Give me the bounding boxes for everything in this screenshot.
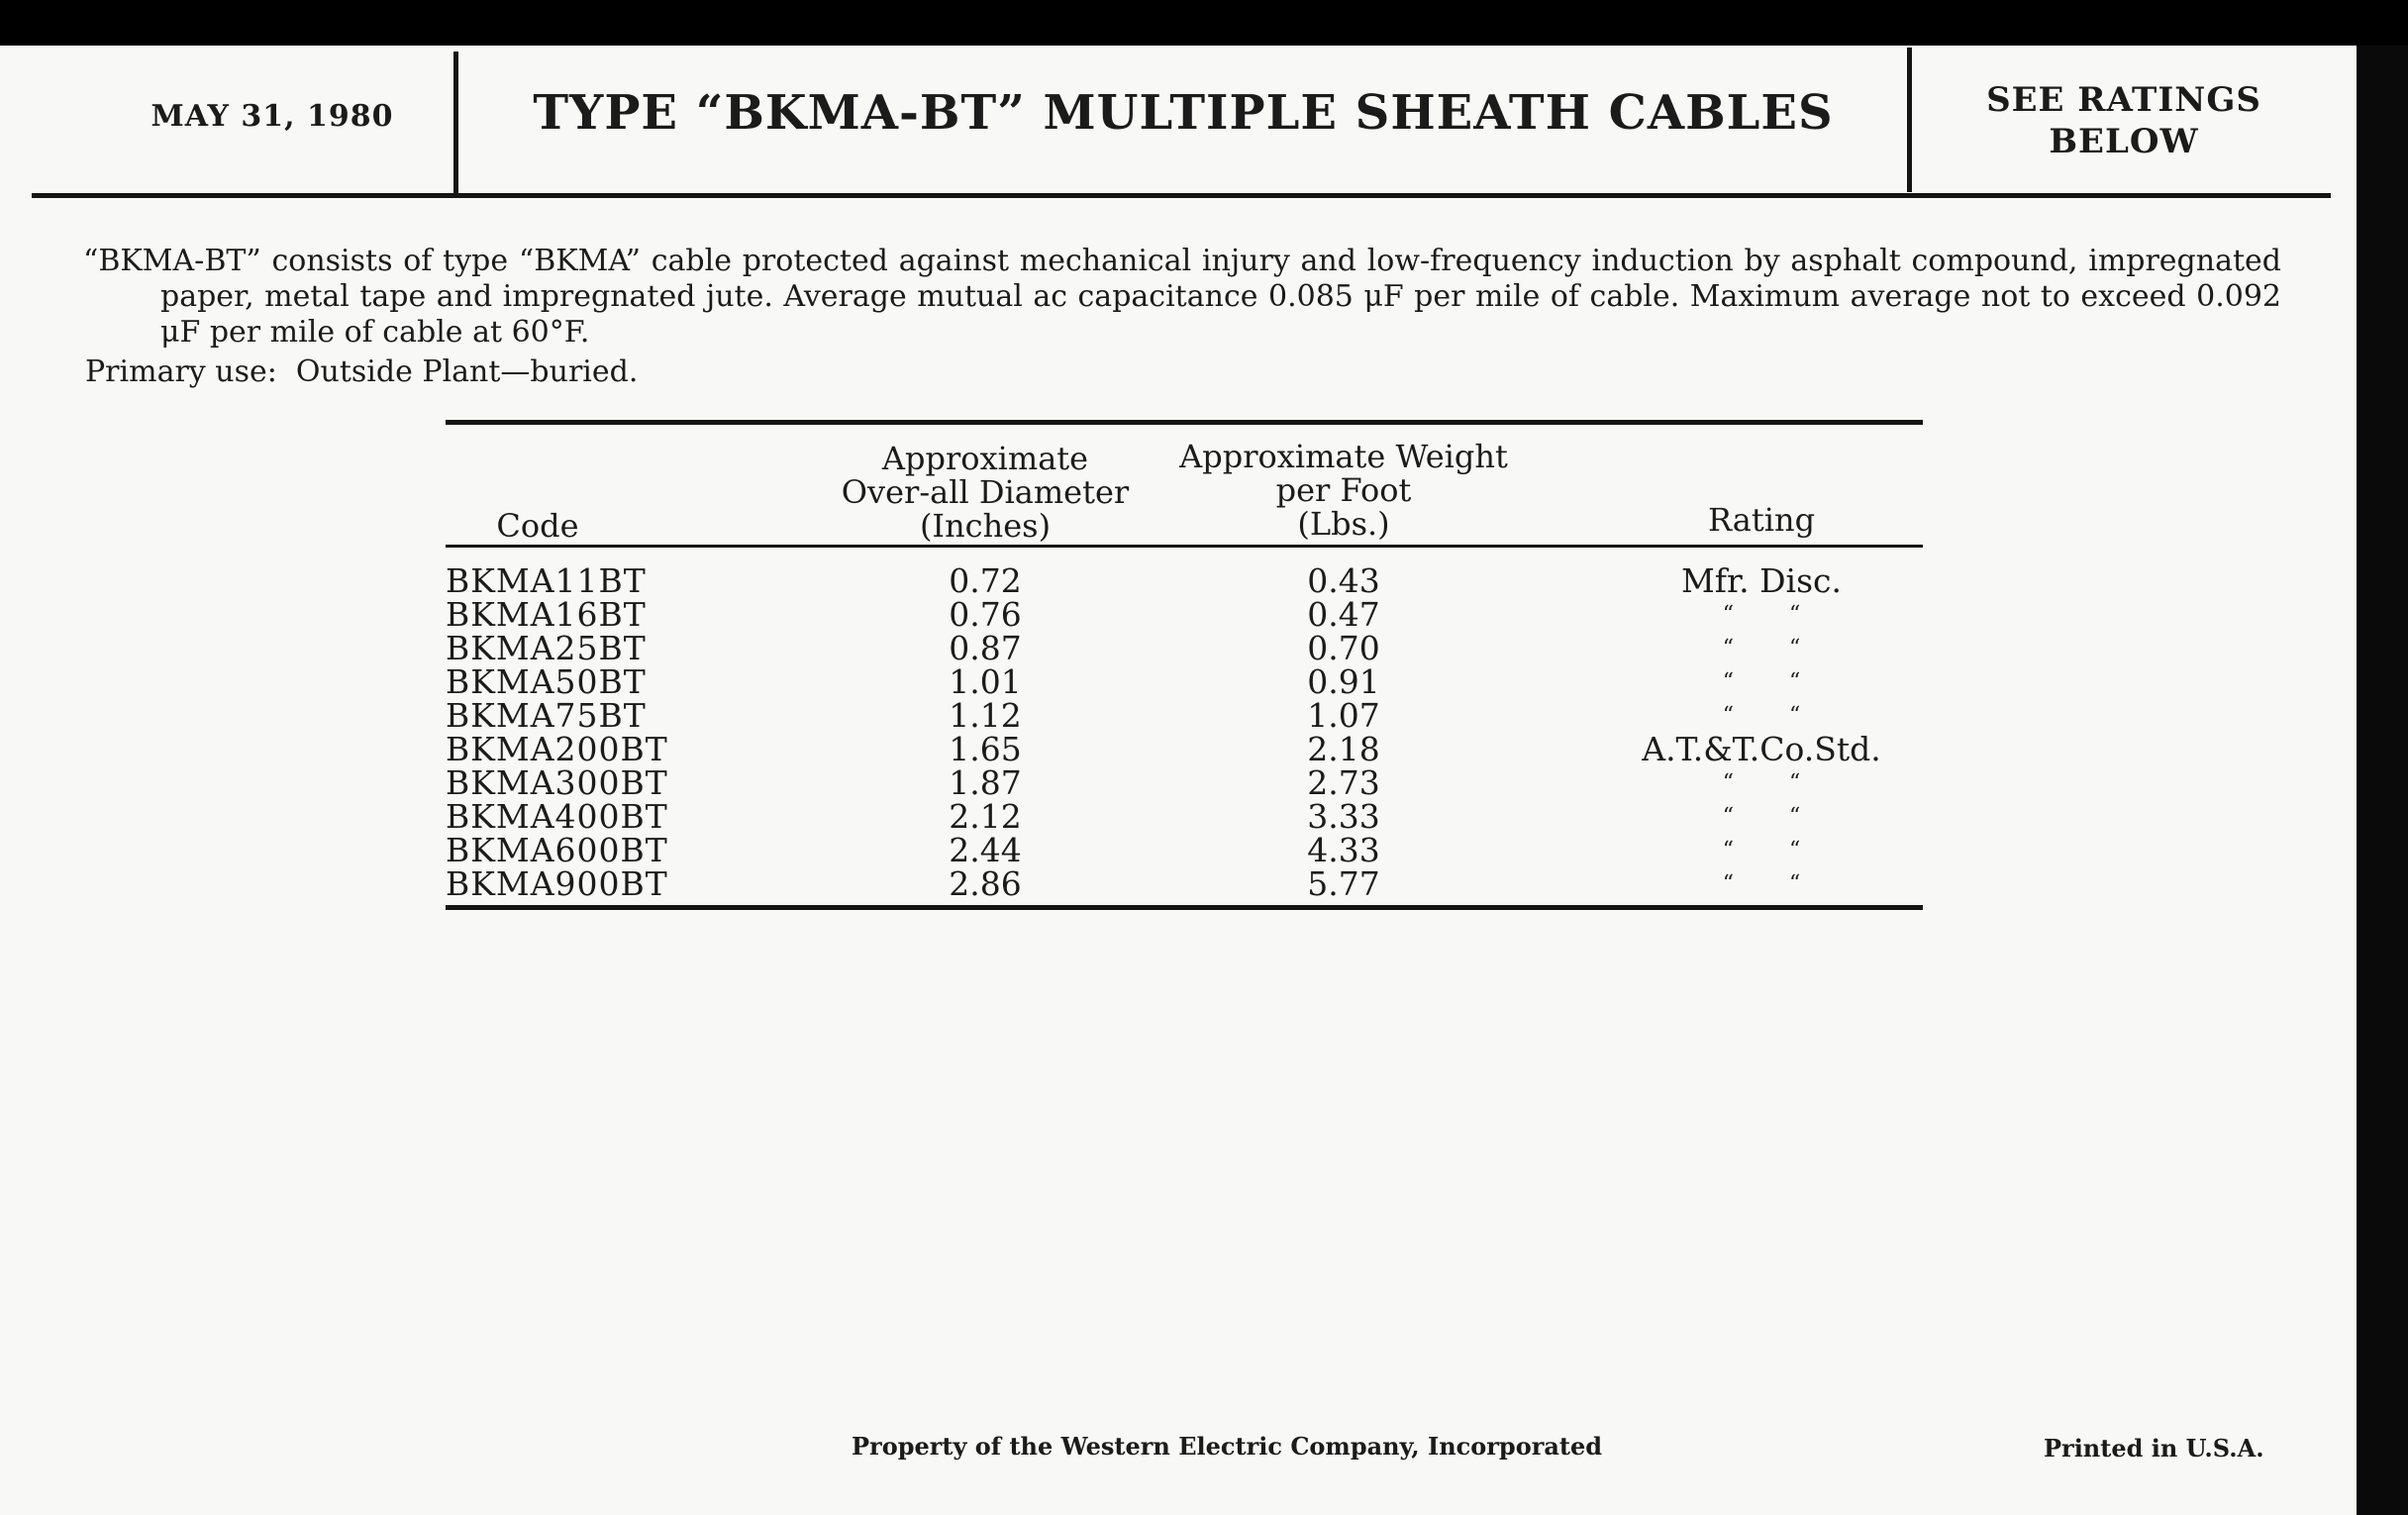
cell-weight: 5.77	[1307, 864, 1380, 903]
description	[83, 244, 2281, 351]
cell-rating: “ “	[1722, 636, 1801, 660]
cell-weight: 0.70	[1307, 629, 1380, 667]
table-row	[446, 763, 1923, 802]
cell-weight: 4.33	[1307, 831, 1380, 869]
table-row	[446, 561, 1923, 600]
table-row	[446, 797, 1923, 836]
header-rule	[32, 193, 2331, 198]
cell-rating: “ “	[1722, 703, 1801, 728]
cell-diameter: 2.12	[949, 797, 1022, 836]
cell-rating: A.T.&T.Co.Std.	[1642, 730, 1881, 768]
cell-diameter: 1.12	[949, 696, 1022, 735]
description-text: “BKMA-BT” consists of type “BKMA” cable protected against mechanical injury and low-frequency induction by asphalt compound, impregnated paper, metal tape and impregnated jute. Average mutual ac capacitance 0.085 μF per mile of cable. Maximum average not to exceed 0.092 μF per mile of cable at 60°F.	[83, 244, 2281, 350]
scan-edge	[2357, 46, 2408, 1515]
table-row	[446, 831, 1923, 869]
document-title: TYPE “BKMA-BT” MULTIPLE SHEATH CABLES	[533, 85, 1834, 141]
table-row	[446, 595, 1923, 634]
cell-weight: 0.91	[1307, 662, 1380, 701]
cell-weight: 3.33	[1307, 797, 1380, 836]
cell-rating: “ “	[1722, 838, 1801, 862]
cell-diameter: 1.65	[949, 730, 1022, 768]
cell-diameter: 1.01	[949, 662, 1022, 701]
cell-code: BKMA200BT	[446, 730, 668, 768]
cell-rating: “ “	[1722, 770, 1801, 795]
cell-weight: 0.43	[1307, 561, 1380, 600]
cell-code: BKMA50BT	[446, 662, 647, 701]
table-bottom-rule	[446, 905, 1923, 910]
table-row	[446, 662, 1923, 701]
header-diameter: Approximate Over-all Diameter (Inches)	[841, 440, 1130, 545]
table-header-rule	[446, 545, 1923, 548]
cable-table	[446, 420, 1923, 911]
cell-code: BKMA11BT	[446, 561, 647, 600]
header-code: Code	[496, 507, 579, 545]
cell-code: BKMA300BT	[446, 763, 668, 802]
cell-code: BKMA400BT	[446, 797, 668, 836]
cell-diameter: 0.87	[949, 629, 1022, 667]
cell-rating: Mfr. Disc.	[1680, 561, 1843, 600]
table-row	[446, 629, 1923, 667]
header-divider-left	[453, 51, 458, 194]
table-body	[446, 561, 1923, 903]
ratings-note	[1921, 79, 2327, 162]
cell-code: BKMA25BT	[446, 629, 647, 667]
table-row	[446, 730, 1923, 768]
cell-diameter: 0.76	[949, 595, 1022, 634]
cell-code: BKMA900BT	[446, 864, 668, 903]
cell-rating: “ “	[1722, 602, 1801, 627]
table-row	[446, 696, 1923, 735]
cell-diameter: 0.72	[949, 561, 1022, 600]
cell-weight: 2.73	[1307, 763, 1380, 802]
header-divider-right	[1907, 48, 1912, 192]
cell-diameter: 2.44	[949, 831, 1022, 869]
cell-diameter: 2.86	[949, 864, 1022, 903]
header-weight: Approximate Weight per Foot (Lbs.)	[1179, 438, 1508, 543]
table-top-rule	[446, 420, 1923, 425]
footer-printed: Printed in U.S.A.	[2044, 1434, 2264, 1463]
cell-code: BKMA75BT	[446, 696, 647, 735]
cell-rating: “ “	[1722, 669, 1801, 694]
header-rating: Rating	[1707, 501, 1816, 539]
cell-weight: 1.07	[1307, 696, 1380, 735]
cell-code: BKMA600BT	[446, 831, 668, 869]
primary-use: Primary use: Outside Plant—buried.	[85, 354, 639, 389]
footer-property: Property of the Western Electric Company, Incorporated	[852, 1432, 1603, 1461]
cell-weight: 2.18	[1307, 730, 1380, 768]
ratings-note-line1: SEE RATINGS	[1986, 80, 2261, 120]
cell-rating: “ “	[1722, 871, 1801, 896]
cell-code: BKMA16BT	[446, 595, 647, 634]
cell-weight: 0.47	[1307, 595, 1380, 634]
document-date: MAY 31, 1980	[150, 99, 394, 134]
ratings-note-line2: BELOW	[2049, 122, 2199, 161]
table-row	[446, 864, 1923, 903]
cell-rating: “ “	[1722, 804, 1801, 829]
cell-diameter: 1.87	[949, 763, 1022, 802]
